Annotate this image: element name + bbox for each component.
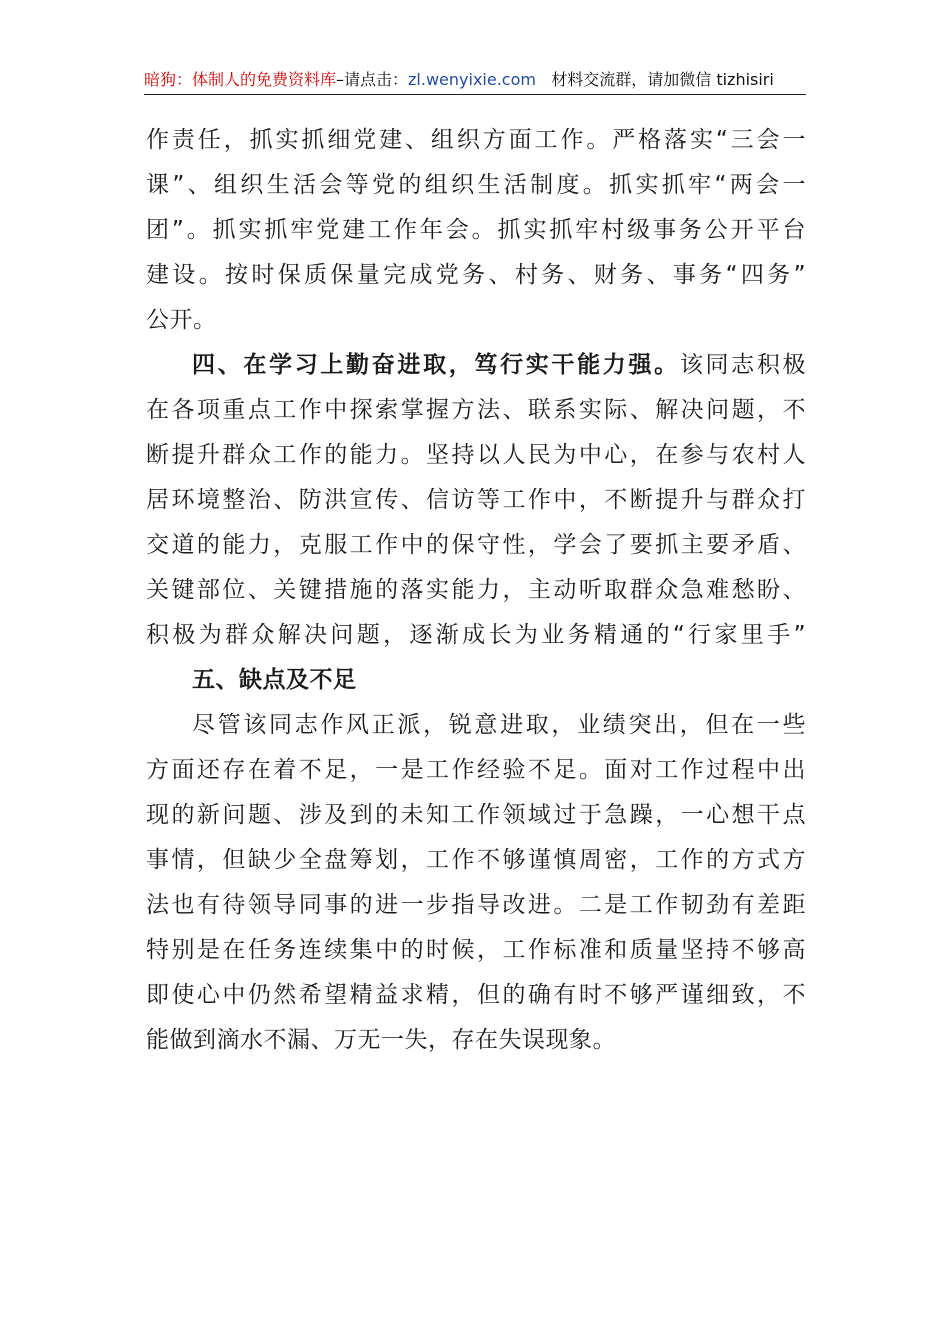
- section5-line: 能做到滴水不漏、万无一失，存在失误现象。: [146, 1027, 616, 1053]
- para1-line: 作责任，抓实抓细党建、组织方面工作。严格落实“三会一: [146, 127, 806, 153]
- section4-line: 在各项重点工作中探索掌握方法、联系实际、解决问题，不: [146, 397, 806, 423]
- section4-first-line: [146, 343, 806, 388]
- header-wechat-note: 材料交流群，请加微信 tizhisiri: [551, 70, 774, 89]
- section4-heading: 四、在学习上勤奋进取，笃行实干能力强。: [192, 352, 680, 378]
- section4-line: 关键部位、关键措施的落实能力，主动听取群众急难愁盼、: [146, 577, 806, 603]
- section5-line: 即使心中仍然希望精益求精，但的确有时不够严谨细致，不: [146, 982, 806, 1008]
- section5-line: 尽管该同志作风正派，锐意进取，业绩突出，但在一些: [192, 712, 806, 738]
- section5-heading: 五、缺点及不足: [192, 667, 357, 693]
- section4-line: 积极为群众解决问题，逐渐成长为业务精通的“行家里手”: [146, 622, 806, 648]
- section5-line: 法也有待领导同事的进一步指导改进。二是工作韧劲有差距: [146, 892, 806, 918]
- section4-line: 该同志积极: [679, 352, 807, 378]
- section5-line: 方面还存在着不足，一是工作经验不足。面对工作过程中出: [146, 757, 806, 783]
- para1-line: 团”。抓实抓牢党建工作年会。抓实抓牢村级事务公开平台: [146, 217, 806, 243]
- header-click-prompt: –请点击：: [336, 70, 409, 89]
- para1-line: 建设。按时保质保量完成党务、村务、财务、事务“四务”: [146, 262, 806, 288]
- section5-line: 事情，但缺少全盘筹划，工作不够谨慎周密，工作的方式方: [146, 847, 806, 873]
- section4-line: 交道的能力，克服工作中的保守性，学会了要抓主要矛盾、: [146, 532, 806, 558]
- document-body: [146, 118, 806, 1063]
- header-divider: [144, 94, 806, 95]
- header-site-name: 暗狗：体制人的免费资料库: [144, 70, 337, 89]
- section5-line: 特别是在任务连续集中的时候，工作标准和质量坚持不够高: [146, 937, 806, 963]
- section5-line: 现的新问题、涉及到的未知工作领域过于急躁，一心想干点: [146, 802, 806, 828]
- section4-line: 居环境整治、防洪宣传、信访等工作中，不断提升与群众打: [146, 487, 806, 513]
- para1-line: 公开。: [146, 307, 217, 333]
- section4-line: 断提升群众工作的能力。坚持以人民为中心，在参与农村人: [146, 442, 806, 468]
- page-header: [144, 66, 806, 94]
- para1-line: 课”、组织生活会等党的组织生活制度。抓实抓牢“两会一: [146, 172, 806, 198]
- header-link[interactable]: zl.wenyixie.com: [408, 70, 536, 89]
